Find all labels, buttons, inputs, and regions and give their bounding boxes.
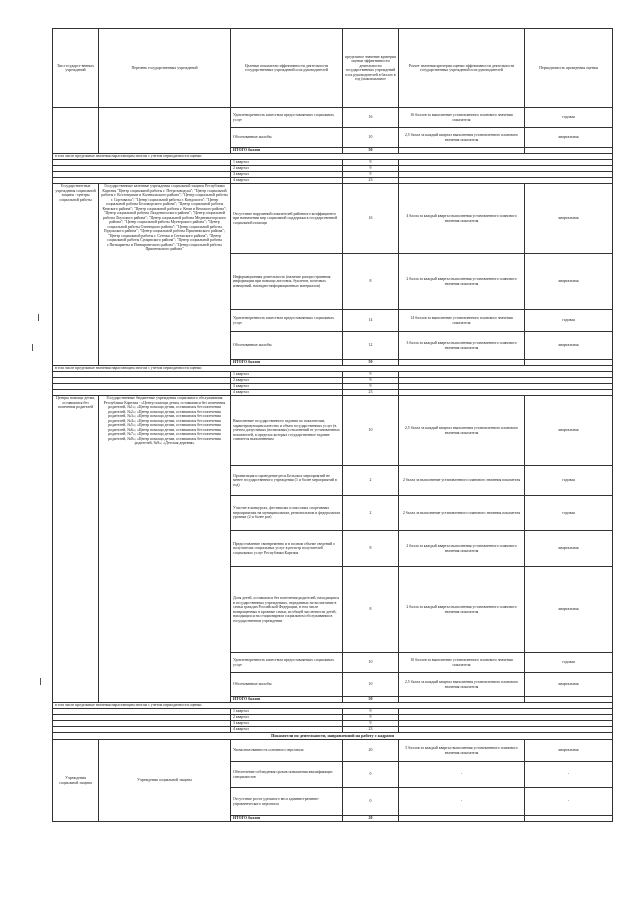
- quarter-label: 3 квартал: [231, 384, 343, 390]
- value-cell: 10: [343, 128, 399, 148]
- value-cell: 0: [343, 762, 399, 788]
- period-cell: квартальная: [525, 128, 613, 148]
- note-text: в том числе предельные значения нарастающим итогом с учетом периодичности оценки: [53, 366, 613, 372]
- type-cell: [53, 108, 99, 154]
- list-cell: Государственные казенные учреждения социальной защиты Республики Карелия "Центр социальной работы г. Петрозаводска"; "Центр социальной работы г. Костомукши и Калевальского района"; "Центр социальной работы г. Сортавалы"; "Центр социальной работы г. Кондопоги"; "Центр социальной работы Беломорского района"; "Центр социальной работы Кемского района"; "Центр социальной работы г. Кеми и Кемского района"; "Центр социальной работы Лахденпохского района"; "Центр социальной работы Лоухского района"; "Центр социальной работы Медвежьегорского района"; "Центр социальной работы Муезерского района"; "Центр социальной работы Олонецкого района"; "Центр социальной работы Пудожского района"; "Центр социальной работы Прионежского района"; "Центр социальной работы г. Сегежи и Сегежского района"; "Центр социальной работы Суоярвского района"; "Центр социальной работы г.Питкяранты и Питкярантского района"; "Центр социальной работы Прионежского района": [99, 184, 231, 366]
- total-value: 50: [343, 697, 399, 703]
- period-cell: -: [525, 762, 613, 788]
- indicator-cell: Отсутствие роста удельного веса административно-управленческого персонала: [231, 788, 343, 816]
- quarter-value: 23: [343, 178, 399, 184]
- calc-cell: -: [399, 788, 525, 816]
- indicator-cell: Обеспечение соблюдения сроков повышения квалификации специалистов: [231, 762, 343, 788]
- indicator-cell: Удовлетворенность качеством предоставляемых социальных услуг: [231, 108, 343, 128]
- indicator-cell: Доля детей, оставшихся без попечения родителей, находящихся в государственных учреждениях, переданных на воспитание в семьи граждан Российской Федерации, в том числе возвращенных в кровные семьи, из общей численности детей, находящихся на стационарном социальном обслуживании в государственном учреждении: [231, 567, 343, 653]
- total-label: ИТОГО баллов: [231, 697, 343, 703]
- total-label: ИТОГО баллов: [231, 148, 343, 154]
- indicator-cell: Выполнение государственного задания по показателям, характеризующим качество и объем государственных услуг (в учетом допустимых (возможных) отклонений от установленных показателей, в пределах которых государственное задание считается выполненным: [231, 396, 343, 466]
- quarter-label: 3 квартал: [231, 172, 343, 178]
- period-cell: годовая: [525, 496, 613, 531]
- value-cell: 14: [343, 310, 399, 332]
- table-row: [53, 740, 613, 762]
- quarter-value: 9: [343, 709, 399, 715]
- period-cell: квартальная: [525, 567, 613, 653]
- section-row: [53, 733, 613, 740]
- header-type: Тип государст-венных учреждений: [53, 29, 99, 108]
- calc-cell: 4 балла за каждый квартал выполнения установленного планового значения показателя: [399, 184, 525, 254]
- header-max-value: предельное значение критерия оценки эффективности деятельности государственных учреждений и их руководителей в баллах в год (максимальное: [343, 29, 399, 108]
- margin-mark: [32, 344, 36, 351]
- section-title: Показатели по деятельности, направленной на работу с кадрами: [53, 733, 613, 740]
- value-cell: 10: [343, 653, 399, 673]
- note-text: в том числе предельные значения нарастающим итогом с учетом периодичности оценки: [53, 703, 613, 709]
- type-cell: Государствен-ные учреждения социальной защиты - центры социальной работы: [53, 184, 99, 366]
- table-row: [53, 108, 613, 128]
- value-cell: 8: [343, 254, 399, 310]
- period-cell: -: [525, 788, 613, 816]
- quarter-value: 23: [343, 390, 399, 396]
- quarter-label: 4 квартал: [231, 390, 343, 396]
- quarter-label: 1 квартал: [231, 372, 343, 378]
- quarter-value: 9: [343, 715, 399, 721]
- period-cell: квартальная: [525, 740, 613, 762]
- document-page: [52, 28, 612, 822]
- header-list: Перечень государственных учреждений: [99, 29, 231, 108]
- margin-mark: [38, 314, 42, 321]
- quarter-label: 2 квартал: [231, 715, 343, 721]
- value-cell: 2: [343, 496, 399, 531]
- indicator-cell: Удовлетворенность качеством предоставляемых социальных услуг: [231, 310, 343, 332]
- value-cell: 20: [343, 740, 399, 762]
- indicator-cell: Отсутствие нарушений показателей районного коэффициента при назначении мер социальной поддержки в государственной социальной помощи: [231, 184, 343, 254]
- total-value: 50: [343, 148, 399, 154]
- total-label: ИТОГО баллов: [231, 816, 343, 822]
- calc-cell: 14 баллов за выполнение установленного планового значения показателя: [399, 310, 525, 332]
- indicator-cell: Обоснованные жалобы: [231, 332, 343, 360]
- period-cell: квартальная: [525, 673, 613, 697]
- criteria-table: [52, 28, 613, 822]
- quarter-value: 9: [343, 384, 399, 390]
- indicator-cell: Обоснованные жалобы: [231, 128, 343, 148]
- calc-cell: 2 балла за каждый квартал выполнения установленного планового значения показателя: [399, 254, 525, 310]
- value-cell: 12: [343, 332, 399, 360]
- calc-cell: 2 балла за выполнение установленного планового значения показателя: [399, 496, 525, 531]
- period-cell: квартальная: [525, 184, 613, 254]
- calc-cell: 2,5 балла за каждый квартал выполнения установленного планового значения показателя: [399, 673, 525, 697]
- total-value: 50: [343, 360, 399, 366]
- calc-cell: 16 баллов за выполнение установленного планового значения показателя: [399, 108, 525, 128]
- calc-cell: -: [399, 762, 525, 788]
- calc-cell: 5 баллов за каждый квартал выполнения установленного планового значения показателя: [399, 740, 525, 762]
- indicator-cell: Удовлетворенность качеством предоставляемых социальных услуг: [231, 653, 343, 673]
- total-value: 20: [343, 816, 399, 822]
- note-text: в том числе предельные значения нарастающим итогом с учетом периодичности оценки: [53, 154, 613, 160]
- indicator-cell: Организация и проведение респ.Бельских мероприятий не менее государственного учреждения (1 и более мероприятий в год): [231, 466, 343, 496]
- quarter-value: 23: [343, 727, 399, 733]
- period-cell: годовая: [525, 310, 613, 332]
- calc-cell: 3 балла за каждый квартал выполнения установленного планового значения показателя: [399, 332, 525, 360]
- calc-cell: 2 балла за выполнение установленного планового значения показателя: [399, 466, 525, 496]
- margin-mark: [40, 678, 44, 685]
- quarter-value: 9: [343, 372, 399, 378]
- indicator-cell: Участие в конкурсах, фестивалях и массовых спортивных мероприятиях на муниципальном, региональном и федеральном уровнях (2 и более раз): [231, 496, 343, 531]
- value-cell: 16: [343, 184, 399, 254]
- period-cell: квартальная: [525, 332, 613, 360]
- quarter-label: 2 квартал: [231, 378, 343, 384]
- period-cell: квартальная: [525, 531, 613, 567]
- value-cell: 2: [343, 466, 399, 496]
- quarter-value: 9: [343, 172, 399, 178]
- quarter-value: 9: [343, 166, 399, 172]
- list-cell: Государственные бюджетные учреждения социального обслуживания Республики Карелия - «Центр помощи детям, оставшимся без попечения родителей, №1»; «Центр помощи детям, оставшимся без попечения родителей, №2»; «Центр помощи детям, оставшимся без попечения родителей, №3»; «Центр помощи детям, оставшимся без попечения родителей, №4»; «Центр помощи детям, оставшимся без попечения родителей, №5»; «Центр помощи детям, оставшимся без попечения родителей, №6»; «Центр помощи детям, оставшимся без попечения родителей, №7»; «Центр помощи детям, оставшимся без попечения родителей, №8»; «Центр помощи детям, оставшимся без попечения родителей, №9»; «Детская деревня»: [99, 396, 231, 703]
- calc-cell: 2,5 балла за каждый квартал выполнения установленного планового значения показателя: [399, 396, 525, 466]
- type-cell: Центры помощи детям, оставшимся без попечения родителей: [53, 396, 99, 703]
- quarter-label: 1 квартал: [231, 160, 343, 166]
- value-cell: 8: [343, 531, 399, 567]
- table-row: [53, 396, 613, 466]
- header-period: Периодичность проведения оценки: [525, 29, 613, 108]
- indicator-cell: Обоснованные жалобы: [231, 673, 343, 697]
- period-cell: квартальная: [525, 396, 613, 466]
- indicator-cell: Информационная деятельность (наличие распространения информации при помощи листовок, буклетов, почтовых извещений, наглядно-информационных материалов): [231, 254, 343, 310]
- value-cell: 16: [343, 108, 399, 128]
- table-row: [53, 184, 613, 254]
- list-cell: [99, 108, 231, 154]
- period-cell: годовая: [525, 466, 613, 496]
- quarter-label: 1 квартал: [231, 709, 343, 715]
- quarter-label: 3 квартал: [231, 721, 343, 727]
- value-cell: 10: [343, 396, 399, 466]
- quarter-value: 9: [343, 378, 399, 384]
- calc-cell: 10 баллов за выполнение установленного планового значения показателя: [399, 653, 525, 673]
- quarter-label: 4 квартал: [231, 727, 343, 733]
- calc-cell: 2,5 балла за каждый квартал выполнения установленного планового значения показателя: [399, 128, 525, 148]
- period-cell: годовая: [525, 108, 613, 128]
- header-calc: Расчет значения критерия оценки эффективности деятельности государственных учреждений и их руководителей: [399, 29, 525, 108]
- quarter-value: 9: [343, 160, 399, 166]
- period-cell: квартальная: [525, 254, 613, 310]
- list-cell: Учреждения социальной защиты: [99, 740, 231, 822]
- header-indicators: Целевые показатели эффективности деятельности государственных учреждений и их руководителей: [231, 29, 343, 108]
- indicator-cell: Предоставление своевременно и в полном объеме сведений о получателях социальных услуг в регистр получателей социальных услуг Республики Карелия: [231, 531, 343, 567]
- quarter-label: 4 квартал: [231, 178, 343, 184]
- header-row: [53, 29, 613, 108]
- calc-cell: 2 балла за каждый квартал выполнения установленного планового значения показателя: [399, 567, 525, 653]
- period-cell: годовая: [525, 653, 613, 673]
- indicator-cell: Укомплектованность основного персонала: [231, 740, 343, 762]
- quarter-value: 9: [343, 721, 399, 727]
- total-label: ИТОГО баллов: [231, 360, 343, 366]
- calc-cell: 2 балла за каждый квартал выполнения установленного планового значения показателя: [399, 531, 525, 567]
- quarter-label: 2 квартал: [231, 166, 343, 172]
- value-cell: 8: [343, 567, 399, 653]
- value-cell: 10: [343, 673, 399, 697]
- value-cell: 0: [343, 788, 399, 816]
- type-cell: Учреждения социальной защиты: [53, 740, 99, 822]
